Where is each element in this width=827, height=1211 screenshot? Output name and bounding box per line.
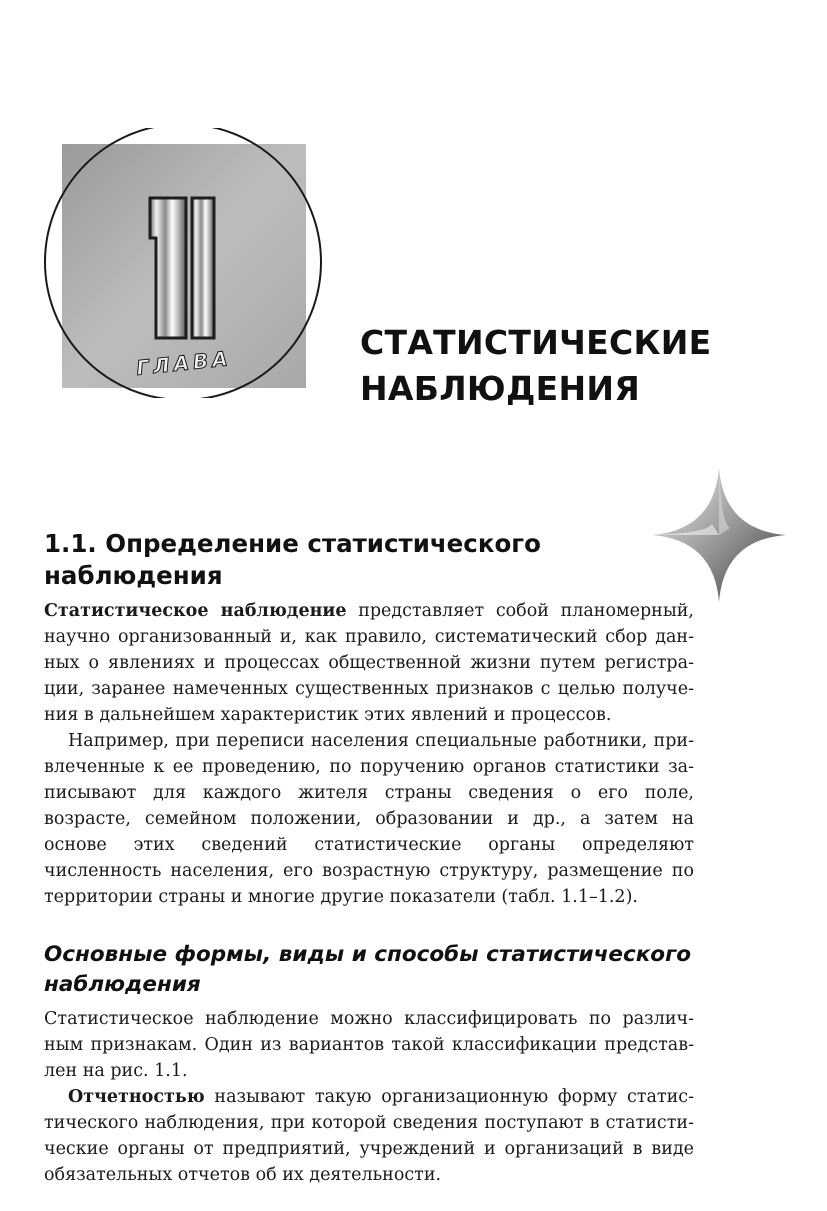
page-content [44, 528, 694, 1188]
term-highlight: Отчетностью [68, 1087, 205, 1107]
chapter-emblem [38, 128, 328, 398]
subsection-heading-line: наблюдения [44, 972, 201, 997]
paragraph: Статистическое наблюдение можно классифицировать по различным признакам. Один из вариантов такой классификации представлен на рис. 1.1. [44, 1009, 694, 1081]
chapter-number-glyph [150, 198, 214, 338]
subsection-heading-line: Основные формы, виды и способы статистического [44, 942, 692, 967]
chapter-word: ГЛАВА [135, 346, 233, 380]
chapter-title [360, 320, 800, 412]
paragraph [44, 598, 694, 728]
paragraph [44, 1084, 694, 1188]
subsection-heading [44, 940, 694, 1000]
chapter-title-line: НАБЛЮДЕНИЯ [360, 369, 641, 408]
paragraph: Например, при переписи населения специальные работники, привлеченные к ее проведению, по поручению органов статистики записывают для каждого жителя страны сведения о его поле, возрасте, семейном положении, образовании и др., а затем на основе этих сведений статистические органы определяют численность населения, его возрастную структуру, размещение по территории страны и многие другие показатели (табл. 1.1–1.2). [44, 731, 694, 907]
section-heading-line: 1.1. Определение статистического [44, 529, 541, 558]
paragraph-text: называют такую организационную форму статистического наблюдения, при которой сведения поступают в статистические органы от предприятий, учреждений и организаций в виде обязательных отчетов об их деятельности. [44, 1087, 694, 1185]
term-highlight: Статистическое наблюдение [44, 601, 347, 621]
section-heading-line: наблюдения [44, 561, 223, 590]
section-heading [44, 528, 694, 592]
chapter-title-line: СТАТИСТИЧЕСКИЕ [360, 323, 712, 362]
paragraph-text: представляет собой планомерный, научно организованный и, как правило, систематический сбор данных о явлениях и процессах общественной жизни путем регистрации, заранее намеченных существенных признаков с целью получения в дальнейшем характеристик этих явлений и процессов. [44, 601, 694, 725]
